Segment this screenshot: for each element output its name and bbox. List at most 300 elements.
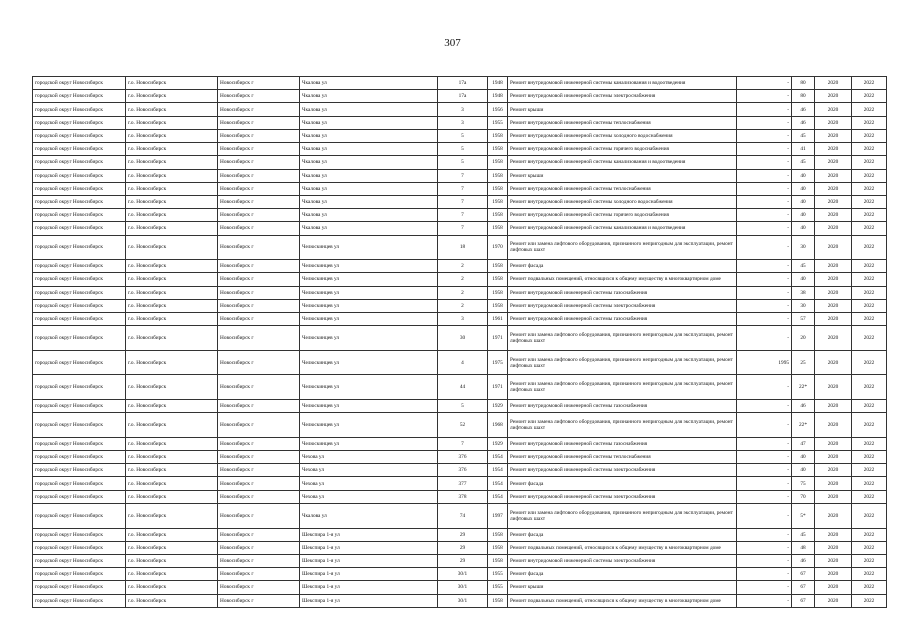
table-row [33, 209, 887, 222]
plan-end-cell: 2022 [852, 528, 887, 541]
built-year-cell: 1954 [488, 490, 508, 503]
house-number-cell: 378 [438, 490, 488, 503]
municipality-cell: городской округ Новосибирск [33, 195, 126, 208]
built-year-cell: 1954 [488, 464, 508, 477]
locality-cell: Новосибирск г [218, 437, 300, 450]
street-cell: Шекспира 1-я ул [300, 541, 438, 554]
table-row [33, 195, 887, 208]
last-repair-year-cell: - [737, 594, 792, 607]
locality-cell: Новосибирск г [218, 490, 300, 503]
work-type-cell: Ремонт внутридомовой инженерной системы газоснабжения [508, 313, 737, 326]
locality-cell: Новосибирск г [218, 581, 300, 594]
last-repair-year-cell: - [737, 400, 792, 413]
last-repair-year-cell: - [737, 77, 792, 90]
built-year-cell: 1971 [488, 326, 508, 351]
plan-start-cell: 2020 [815, 235, 852, 260]
street-cell: Чкалова ул [300, 222, 438, 235]
municipality-cell: городской округ Новосибирск [33, 169, 126, 182]
plan-start-cell: 2020 [815, 116, 852, 129]
house-number-cell: 5 [438, 129, 488, 142]
municipality-cell: городской округ Новосибирск [33, 235, 126, 260]
built-year-cell: 1961 [488, 313, 508, 326]
locality-cell: Новосибирск г [218, 235, 300, 260]
plan-start-cell: 2020 [815, 260, 852, 273]
municipality-cell: городской округ Новосибирск [33, 286, 126, 299]
built-year-cell: 1958 [488, 594, 508, 607]
last-repair-year-cell: - [737, 375, 792, 400]
last-repair-year-cell: - [737, 129, 792, 142]
plan-end-cell: 2022 [852, 503, 887, 528]
wear-percent-cell: 67 [792, 594, 815, 607]
plan-start-cell: 2020 [815, 400, 852, 413]
municipality-cell: городской округ Новосибирск [33, 437, 126, 450]
street-cell: Чкалова ул [300, 129, 438, 142]
work-type-cell: Ремонт крыши [508, 103, 737, 116]
wear-percent-cell: 40 [792, 182, 815, 195]
table-row [33, 451, 887, 464]
locality-cell: Новосибирск г [218, 326, 300, 351]
municipality-cell: городской округ Новосибирск [33, 490, 126, 503]
street-cell: Шекспира 1-я ул [300, 568, 438, 581]
wear-percent-cell: 30 [792, 235, 815, 260]
work-type-cell: Ремонт крыши [508, 169, 737, 182]
table-row [33, 273, 887, 286]
built-year-cell: 1956 [488, 103, 508, 116]
plan-start-cell: 2020 [815, 503, 852, 528]
house-number-cell: 7 [438, 222, 488, 235]
street-cell: Чехова ул [300, 464, 438, 477]
district-cell: г.о. Новосибирск [126, 464, 218, 477]
table-row [33, 77, 887, 90]
district-cell: г.о. Новосибирск [126, 116, 218, 129]
work-type-cell: Ремонт подвальных помещений, относящихся к общему имуществу в многоквартирном доме [508, 541, 737, 554]
last-repair-year-cell: - [737, 143, 792, 156]
plan-end-cell: 2022 [852, 299, 887, 312]
plan-end-cell: 2022 [852, 260, 887, 273]
table-row [33, 103, 887, 116]
municipality-cell: городской округ Новосибирск [33, 129, 126, 142]
house-number-cell: 30/1 [438, 594, 488, 607]
plan-start-cell: 2020 [815, 490, 852, 503]
last-repair-year-cell: - [737, 209, 792, 222]
work-type-cell: Ремонт или замена лифтового оборудования, признанного непригодным для эксплуатации, ремонт лифтовых шахт [508, 375, 737, 400]
wear-percent-cell: 48 [792, 541, 815, 554]
work-type-cell: Ремонт внутридомовой инженерной системы электроснабжения [508, 299, 737, 312]
table-row [33, 313, 887, 326]
work-type-cell: Ремонт внутридомовой инженерной системы газоснабжения [508, 437, 737, 450]
table-row [33, 182, 887, 195]
plan-start-cell: 2020 [815, 195, 852, 208]
locality-cell: Новосибирск г [218, 375, 300, 400]
street-cell: Шекспира 1-я ул [300, 528, 438, 541]
plan-start-cell: 2020 [815, 413, 852, 438]
wear-percent-cell: 67 [792, 568, 815, 581]
district-cell: г.о. Новосибирск [126, 326, 218, 351]
municipality-cell: городской округ Новосибирск [33, 541, 126, 554]
last-repair-year-cell: - [737, 554, 792, 567]
plan-end-cell: 2022 [852, 451, 887, 464]
plan-end-cell: 2022 [852, 235, 887, 260]
house-number-cell: 3 [438, 313, 488, 326]
built-year-cell: 1954 [488, 451, 508, 464]
plan-end-cell: 2022 [852, 400, 887, 413]
house-number-cell: 7 [438, 437, 488, 450]
district-cell: г.о. Новосибирск [126, 400, 218, 413]
municipality-cell: городской округ Новосибирск [33, 182, 126, 195]
plan-start-cell: 2020 [815, 169, 852, 182]
last-repair-year-cell: - [737, 116, 792, 129]
house-number-cell: 3 [438, 103, 488, 116]
built-year-cell: 1955 [488, 116, 508, 129]
plan-start-cell: 2020 [815, 103, 852, 116]
table-row [33, 554, 887, 567]
locality-cell: Новосибирск г [218, 413, 300, 438]
last-repair-year-cell: - [737, 581, 792, 594]
street-cell: Челюскинцев ул [300, 400, 438, 413]
district-cell: г.о. Новосибирск [126, 103, 218, 116]
street-cell: Челюскинцев ул [300, 313, 438, 326]
locality-cell: Новосибирск г [218, 477, 300, 490]
wear-percent-cell: 57 [792, 313, 815, 326]
plan-end-cell: 2022 [852, 103, 887, 116]
plan-start-cell: 2020 [815, 143, 852, 156]
house-number-cell: 5 [438, 400, 488, 413]
locality-cell: Новосибирск г [218, 143, 300, 156]
built-year-cell: 1958 [488, 156, 508, 169]
municipality-cell: городской округ Новосибирск [33, 313, 126, 326]
plan-start-cell: 2020 [815, 451, 852, 464]
work-type-cell: Ремонт фасада [508, 568, 737, 581]
municipality-cell: городской округ Новосибирск [33, 503, 126, 528]
plan-start-cell: 2020 [815, 129, 852, 142]
municipality-cell: городской округ Новосибирск [33, 326, 126, 351]
locality-cell: Новосибирск г [218, 129, 300, 142]
locality-cell: Новосибирск г [218, 594, 300, 607]
wear-percent-cell: 46 [792, 103, 815, 116]
built-year-cell: 1955 [488, 568, 508, 581]
work-type-cell: Ремонт внутридомовой инженерной системы электроснабжения [508, 490, 737, 503]
street-cell: Челюскинцев ул [300, 437, 438, 450]
locality-cell: Новосибирск г [218, 299, 300, 312]
built-year-cell: 1948 [488, 90, 508, 103]
last-repair-year-cell: - [737, 90, 792, 103]
municipality-cell: городской округ Новосибирск [33, 375, 126, 400]
plan-end-cell: 2022 [852, 375, 887, 400]
district-cell: г.о. Новосибирск [126, 503, 218, 528]
house-number-cell: 52 [438, 413, 488, 438]
last-repair-year-cell: - [737, 156, 792, 169]
plan-end-cell: 2022 [852, 490, 887, 503]
built-year-cell: 1958 [488, 143, 508, 156]
wear-percent-cell: 38 [792, 286, 815, 299]
table-row [33, 490, 887, 503]
built-year-cell: 1958 [488, 541, 508, 554]
municipality-cell: городской округ Новосибирск [33, 299, 126, 312]
table-row [33, 350, 887, 375]
municipality-cell: городской округ Новосибирск [33, 260, 126, 273]
wear-percent-cell: 46 [792, 116, 815, 129]
municipality-cell: городской округ Новосибирск [33, 477, 126, 490]
table-row [33, 90, 887, 103]
plan-start-cell: 2020 [815, 581, 852, 594]
table-row [33, 286, 887, 299]
district-cell: г.о. Новосибирск [126, 490, 218, 503]
locality-cell: Новосибирск г [218, 503, 300, 528]
last-repair-year-cell: - [737, 273, 792, 286]
street-cell: Чкалова ул [300, 182, 438, 195]
house-number-cell: 3 [438, 116, 488, 129]
municipality-cell: городской округ Новосибирск [33, 568, 126, 581]
municipality-cell: городской округ Новосибирск [33, 400, 126, 413]
plan-end-cell: 2022 [852, 156, 887, 169]
last-repair-year-cell: - [737, 413, 792, 438]
street-cell: Челюскинцев ул [300, 235, 438, 260]
table-row [33, 541, 887, 554]
plan-end-cell: 2022 [852, 90, 887, 103]
locality-cell: Новосибирск г [218, 528, 300, 541]
table-row [33, 581, 887, 594]
work-type-cell: Ремонт внутридомовой инженерной системы горячего водоснабжения [508, 143, 737, 156]
work-type-cell: Ремонт внутридомовой инженерной системы теплоснабжения [508, 182, 737, 195]
table-row [33, 375, 887, 400]
house-number-cell: 7 [438, 195, 488, 208]
work-type-cell: Ремонт или замена лифтового оборудования, признанного непригодным для эксплуатации, ремонт лифтовых шахт [508, 326, 737, 351]
house-number-cell: 30/1 [438, 568, 488, 581]
street-cell: Чкалова ул [300, 116, 438, 129]
plan-end-cell: 2022 [852, 477, 887, 490]
wear-percent-cell: 40 [792, 451, 815, 464]
table-row [33, 116, 887, 129]
plan-end-cell: 2022 [852, 554, 887, 567]
municipality-cell: городской округ Новосибирск [33, 90, 126, 103]
table-row [33, 477, 887, 490]
table-row [33, 594, 887, 607]
table-row [33, 129, 887, 142]
house-number-cell: 18 [438, 235, 488, 260]
locality-cell: Новосибирск г [218, 182, 300, 195]
house-number-cell: 30 [438, 326, 488, 351]
locality-cell: Новосибирск г [218, 169, 300, 182]
plan-start-cell: 2020 [815, 286, 852, 299]
municipality-cell: городской округ Новосибирск [33, 77, 126, 90]
wear-percent-cell: 20 [792, 326, 815, 351]
locality-cell: Новосибирск г [218, 156, 300, 169]
wear-percent-cell: 25 [792, 350, 815, 375]
plan-start-cell: 2020 [815, 594, 852, 607]
last-repair-year-cell: - [737, 528, 792, 541]
district-cell: г.о. Новосибирск [126, 528, 218, 541]
table-row [33, 326, 887, 351]
wear-percent-cell: 70 [792, 490, 815, 503]
street-cell: Челюскинцев ул [300, 350, 438, 375]
plan-end-cell: 2022 [852, 313, 887, 326]
district-cell: г.о. Новосибирск [126, 413, 218, 438]
built-year-cell: 1958 [488, 273, 508, 286]
work-type-cell: Ремонт внутридомовой инженерной системы электроснабжения [508, 464, 737, 477]
street-cell: Шекспира 1-я ул [300, 554, 438, 567]
house-number-cell: 376 [438, 451, 488, 464]
plan-start-cell: 2020 [815, 464, 852, 477]
work-type-cell: Ремонт внутридомовой инженерной системы канализования и водоотведения [508, 156, 737, 169]
plan-start-cell: 2020 [815, 326, 852, 351]
district-cell: г.о. Новосибирск [126, 156, 218, 169]
municipality-cell: городской округ Новосибирск [33, 594, 126, 607]
plan-start-cell: 2020 [815, 477, 852, 490]
street-cell: Чкалова ул [300, 195, 438, 208]
plan-start-cell: 2020 [815, 90, 852, 103]
street-cell: Чкалова ул [300, 503, 438, 528]
work-type-cell: Ремонт внутридомовой инженерной системы теплоснабжения [508, 451, 737, 464]
built-year-cell: 1929 [488, 400, 508, 413]
municipality-cell: городской округ Новосибирск [33, 273, 126, 286]
built-year-cell: 1958 [488, 260, 508, 273]
locality-cell: Новосибирск г [218, 209, 300, 222]
last-repair-year-cell: - [737, 169, 792, 182]
street-cell: Чкалова ул [300, 90, 438, 103]
wear-percent-cell: 46 [792, 400, 815, 413]
table-row [33, 169, 887, 182]
municipality-cell: городской округ Новосибирск [33, 116, 126, 129]
wear-percent-cell: 45 [792, 528, 815, 541]
work-type-cell: Ремонт внутридомовой инженерной системы электроснабжения [508, 554, 737, 567]
street-cell: Чехова ул [300, 451, 438, 464]
plan-end-cell: 2022 [852, 209, 887, 222]
last-repair-year-cell: - [737, 195, 792, 208]
municipality-cell: городской округ Новосибирск [33, 222, 126, 235]
house-number-cell: 376 [438, 464, 488, 477]
wear-percent-cell: 80 [792, 90, 815, 103]
house-number-cell: 29 [438, 541, 488, 554]
district-cell: г.о. Новосибирск [126, 77, 218, 90]
wear-percent-cell: 40 [792, 273, 815, 286]
built-year-cell: 1958 [488, 286, 508, 299]
table-row [33, 413, 887, 438]
locality-cell: Новосибирск г [218, 222, 300, 235]
house-number-cell: 2 [438, 260, 488, 273]
street-cell: Чехова ул [300, 477, 438, 490]
street-cell: Челюскинцев ул [300, 375, 438, 400]
wear-percent-cell: 45 [792, 156, 815, 169]
locality-cell: Новосибирск г [218, 286, 300, 299]
built-year-cell: 1968 [488, 413, 508, 438]
district-cell: г.о. Новосибирск [126, 313, 218, 326]
table-row [33, 503, 887, 528]
plan-end-cell: 2022 [852, 326, 887, 351]
work-type-cell: Ремонт внутридомовой инженерной системы холодного водоснабжения [508, 129, 737, 142]
plan-end-cell: 2022 [852, 195, 887, 208]
built-year-cell: 1958 [488, 129, 508, 142]
built-year-cell: 1958 [488, 209, 508, 222]
house-number-cell: 30/1 [438, 581, 488, 594]
table-row [33, 568, 887, 581]
plan-start-cell: 2020 [815, 568, 852, 581]
wear-percent-cell: 41 [792, 143, 815, 156]
plan-end-cell: 2022 [852, 286, 887, 299]
district-cell: г.о. Новосибирск [126, 568, 218, 581]
plan-end-cell: 2022 [852, 116, 887, 129]
built-year-cell: 1958 [488, 195, 508, 208]
locality-cell: Новосибирск г [218, 554, 300, 567]
last-repair-year-cell: - [737, 541, 792, 554]
work-type-cell: Ремонт внутридомовой инженерной системы канализования и водоотведения [508, 222, 737, 235]
plan-start-cell: 2020 [815, 554, 852, 567]
work-type-cell: Ремонт фасада [508, 260, 737, 273]
house-number-cell: 2 [438, 286, 488, 299]
work-type-cell: Ремонт внутридомовой инженерной системы теплоснабжения [508, 116, 737, 129]
built-year-cell: 1958 [488, 169, 508, 182]
locality-cell: Новосибирск г [218, 77, 300, 90]
street-cell: Шекспира 1-я ул [300, 594, 438, 607]
district-cell: г.о. Новосибирск [126, 169, 218, 182]
district-cell: г.о. Новосибирск [126, 451, 218, 464]
work-type-cell: Ремонт внутридомовой инженерной системы горячего водоснабжения [508, 209, 737, 222]
last-repair-year-cell: - [737, 222, 792, 235]
district-cell: г.о. Новосибирск [126, 286, 218, 299]
plan-end-cell: 2022 [852, 568, 887, 581]
work-type-cell: Ремонт или замена лифтового оборудования, признанного непригодным для эксплуатации, ремонт лифтовых шахт [508, 235, 737, 260]
locality-cell: Новосибирск г [218, 195, 300, 208]
work-type-cell: Ремонт фасада [508, 528, 737, 541]
work-type-cell: Ремонт внутридомовой инженерной системы канализования и водоотведения [508, 77, 737, 90]
built-year-cell: 1954 [488, 477, 508, 490]
house-number-cell: 7 [438, 182, 488, 195]
built-year-cell: 1948 [488, 77, 508, 90]
street-cell: Челюскинцев ул [300, 260, 438, 273]
plan-start-cell: 2020 [815, 350, 852, 375]
municipality-cell: городской округ Новосибирск [33, 209, 126, 222]
district-cell: г.о. Новосибирск [126, 350, 218, 375]
plan-start-cell: 2020 [815, 437, 852, 450]
house-number-cell: 7 [438, 169, 488, 182]
plan-start-cell: 2020 [815, 528, 852, 541]
wear-percent-cell: 46 [792, 554, 815, 567]
street-cell: Чехова ул [300, 490, 438, 503]
last-repair-year-cell: - [737, 182, 792, 195]
last-repair-year-cell: - [737, 326, 792, 351]
repair-schedule-table [32, 76, 887, 608]
plan-start-cell: 2020 [815, 77, 852, 90]
district-cell: г.о. Новосибирск [126, 222, 218, 235]
locality-cell: Новосибирск г [218, 273, 300, 286]
plan-end-cell: 2022 [852, 129, 887, 142]
plan-end-cell: 2022 [852, 464, 887, 477]
table-row [33, 299, 887, 312]
work-type-cell: Ремонт внутридомовой инженерной системы холодного водоснабжения [508, 195, 737, 208]
plan-start-cell: 2020 [815, 541, 852, 554]
plan-end-cell: 2022 [852, 350, 887, 375]
built-year-cell: 1970 [488, 235, 508, 260]
locality-cell: Новосибирск г [218, 541, 300, 554]
locality-cell: Новосибирск г [218, 400, 300, 413]
plan-end-cell: 2022 [852, 182, 887, 195]
street-cell: Чкалова ул [300, 169, 438, 182]
last-repair-year-cell: - [737, 286, 792, 299]
last-repair-year-cell: - [737, 103, 792, 116]
district-cell: г.о. Новосибирск [126, 273, 218, 286]
wear-percent-cell: 30 [792, 299, 815, 312]
municipality-cell: городской округ Новосибирск [33, 143, 126, 156]
street-cell: Челюскинцев ул [300, 326, 438, 351]
street-cell: Шекспира 1-я ул [300, 581, 438, 594]
district-cell: г.о. Новосибирск [126, 260, 218, 273]
last-repair-year-cell: - [737, 299, 792, 312]
work-type-cell: Ремонт внутридомовой инженерной системы газоснабжения [508, 286, 737, 299]
plan-start-cell: 2020 [815, 299, 852, 312]
plan-end-cell: 2022 [852, 143, 887, 156]
district-cell: г.о. Новосибирск [126, 594, 218, 607]
table-row [33, 235, 887, 260]
district-cell: г.о. Новосибирск [126, 129, 218, 142]
